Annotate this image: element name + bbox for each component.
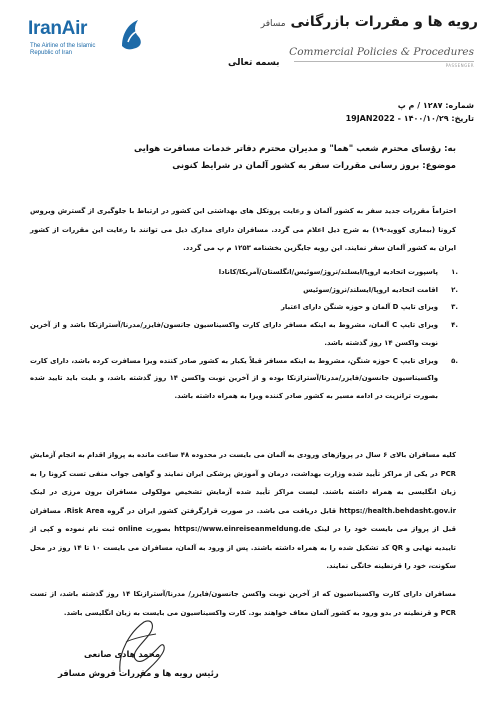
- vaccinated-paragraph: مسافران دارای کارت واکسیناسیون که از آخرین نوبت واکسن جانسون/فایزر/ مدرنا/آسترازنکا ۱۴ روز گذشته باشد، از تست PCR و قرنطینه در بدو ورود به کشور آلمان معاف خواهند بود. کارت واکسیناسیون می بایست به زبان انگلیسی باشد.: [30, 590, 456, 617]
- department-tagline: PASSENGER: [445, 63, 474, 68]
- logo-wordmark: IranAir: [28, 18, 88, 39]
- list-item-number: .۲: [451, 285, 458, 294]
- pcr-paragraph: کلیه مسافران بالای ۶ سال در پروازهای ورودی به آلمان می بایست در محدوده ۴۸ ساعت مانده به پرواز اقدام به انجام آزمایش PCR در یکی از مراکز تأیید شده وزارت بهداشت، درمان و آموزش پزشکی ایران نمایند و گواهی جواب منفی تست کرونا را به زبان انگلیسی به همراه داشته باشند. لیست مراکز تأیید شده آزمایش تشخیص مولکولی مسافران برون مرزی در لینک https://health.behdasht.gov.ir قابل دریافت می باشد. در صورت قرارگرفتن کشور ایران در گروه Risk Area، مسافران قبل از پرواز می بایست خود را در لینک https://www.einreiseanmeldung.de بصورت online ثبت نام نموده و کپی از تاییدیه نهایی و QR کد تشکیل شده را به همراه داشته باشند. پس از ورود به آلمان، مسافران می بایست ۱۰ تا ۱۴ روز در محل سکونت، خود را قرنطینه خانگی نمایند.: [30, 451, 456, 570]
- recipient-line: به: رؤسای محترم شعب "هما" و مدیران محترم دفاتر خدمات مسافرت هوایی: [133, 144, 456, 154]
- department-title-small: مسافر: [260, 19, 286, 29]
- department-title-main: رویه ها و مقررات بازرگانی: [290, 14, 478, 30]
- intro-paragraph: احتراماً مقررات جدید سفر به کشور آلمان و رعایت پروتکل های بهداشتی این کشور در ارتباط با جلوگیری از گسترش ویروس کرونا (بیماری کووید-۱۹) به شرح ذیل اعلام می گردد. مسافران دارای مدارک ذیل می توانند با رعایت این مقررات از کشور ایران به کشور آلمان سفر نمایند. این رویه جایگزین بخشنامه ۱۲۵۳ م پ می گردد.: [30, 207, 456, 252]
- list-item: [30, 317, 458, 352]
- list-item-number: .۳: [451, 303, 458, 312]
- iranair-logo: [22, 10, 142, 66]
- department-title-english: Commercial Policies & Procedures: [289, 46, 474, 58]
- list-item-number: .۴: [451, 321, 458, 330]
- eligibility-list: [30, 264, 458, 406]
- department-title: [261, 14, 478, 30]
- logo-subtitle: The Airline of the Islamic Republic of Iran: [30, 43, 96, 56]
- list-item-number: .۵: [451, 356, 458, 365]
- signatory-name: محمد هادی صانعی: [84, 649, 161, 659]
- letter-date: تاریخ: ۱۴۰۰/۱۰/۲۹ - 19JAN2022: [345, 114, 474, 123]
- homa-bird-icon: [118, 16, 146, 52]
- list-item: [30, 299, 458, 317]
- list-item: [30, 282, 458, 300]
- letter-number: شماره: ۱۲۸۷ / م پ: [397, 101, 474, 110]
- list-item-number: .۱: [451, 268, 458, 276]
- list-item-text: ویزای تایپ C آلمان، مشروط به اینکه مسافر دارای کارت واکسیناسیون جانسون/فایزر/مدرنا/آسترازنکا باشد و از آخرین نوبت واکسن ۱۴ روز گذشته باشد.: [30, 321, 438, 347]
- header-divider: [294, 61, 474, 62]
- bismillah-heading: بسمه تعالی: [228, 58, 280, 68]
- list-item-text: پاسپورت اتحادیه اروپا/ایسلند/نروژ/سوئیس/انگلستان/آمریکا/کانادا: [218, 268, 438, 276]
- list-item: [30, 353, 458, 406]
- list-item: [30, 264, 458, 282]
- list-item-text: اقامت اتحادیه اروپا/ایسلند/نروژ/سوئیس: [303, 285, 438, 294]
- list-item-text: ویزای تایپ C حوزه شنگن، مشروط به اینکه مسافر قبلاً یکبار به کشور صادر کننده ویزا مسافرت کرده باشد، دارای کارت واکسیناسیون جانسون/فایزر/مدرنا/آسترازنکا بوده و از آخرین نوبت واکسن ۱۴ روز گذشته باشد، و بلیت باید تایید شده بصورت ترانزیت در ادامه مسیر به کشور صادر کننده ویزا به همراه داشته باشد.: [30, 356, 438, 400]
- list-item-text: ویزای تایپ D آلمان و حوزه شنگن دارای اعتبار: [280, 303, 438, 312]
- subject-line: موضوع: بروز رسانی مقررات سفر به کشور آلمان در شرایط کنونی: [172, 161, 456, 171]
- signatory-role: رئیس رویه ها و مقررات فروش مسافر: [58, 668, 219, 678]
